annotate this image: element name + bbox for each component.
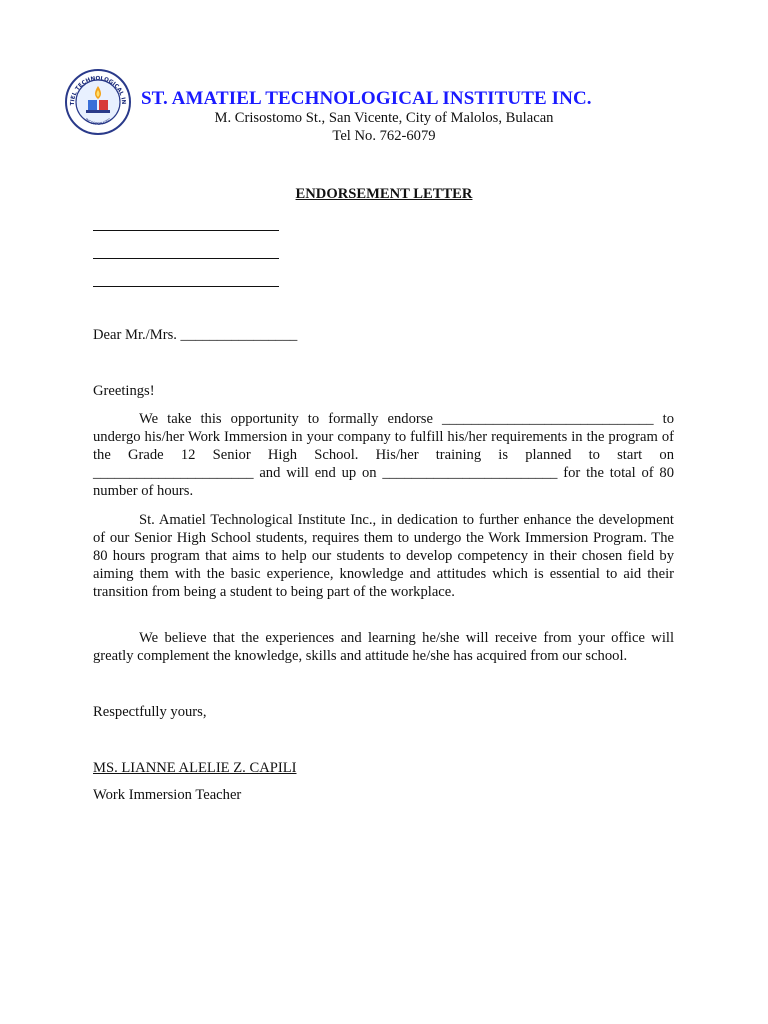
recipient-name-line — [93, 230, 279, 231]
school-address-block — [0, 109, 768, 145]
greeting: Greetings! — [93, 383, 155, 399]
logo-arc-text: TIEL TECHNOLOGICAL IN — [69, 75, 127, 106]
logo-bottom-text: INCORPORATED — [84, 117, 112, 126]
paragraph-institution: St. Amatiel Technological Institute Inc., in dedication to further enhance the development of our Senior High School students, requires them to undergo the Work Immersion Program. The 80 hours program that aims to help our students to develop competency in their chosen field by aiming them with the basic experience, knowledge and attitudes which is essential to aid their transition from being a student to being part of the workplace. — [93, 512, 674, 600]
salutation: Dear Mr./Mrs. ________________ — [93, 327, 298, 343]
school-address: M. Crisostomo St., San Vicente, City of Malolos, Bulacan — [214, 110, 554, 126]
signatory-name: MS. LIANNE ALELIE Z. CAPILI — [93, 760, 297, 776]
recipient-position-line — [93, 258, 279, 259]
letter-title: ENDORSEMENT LETTER — [295, 186, 473, 202]
signatory-title: Work Immersion Teacher — [93, 787, 242, 803]
school-telephone: Tel No. 762-6079 — [332, 128, 436, 144]
closing: Respectfully yours, — [93, 704, 207, 720]
school-name: ST. AMATIEL TECHNOLOGICAL INSTITUTE INC. — [141, 88, 592, 109]
paragraph-endorsement: We take this opportunity to formally endorse _____________________________ to undergo his/her Work Immersion in your company to fulfill his/her requirements in the program of the Grade 12 Senior High School. His/her training is planned to start on ______________________ and will end up on ________________________ for the total of 80 number of hours. — [93, 411, 674, 499]
paragraph-closing-remarks: We believe that the experiences and learning he/she will receive from your office will greatly complement the knowledge, skills and attitude he/she has acquired from our school. — [93, 630, 674, 664]
recipient-company-line — [93, 286, 279, 287]
